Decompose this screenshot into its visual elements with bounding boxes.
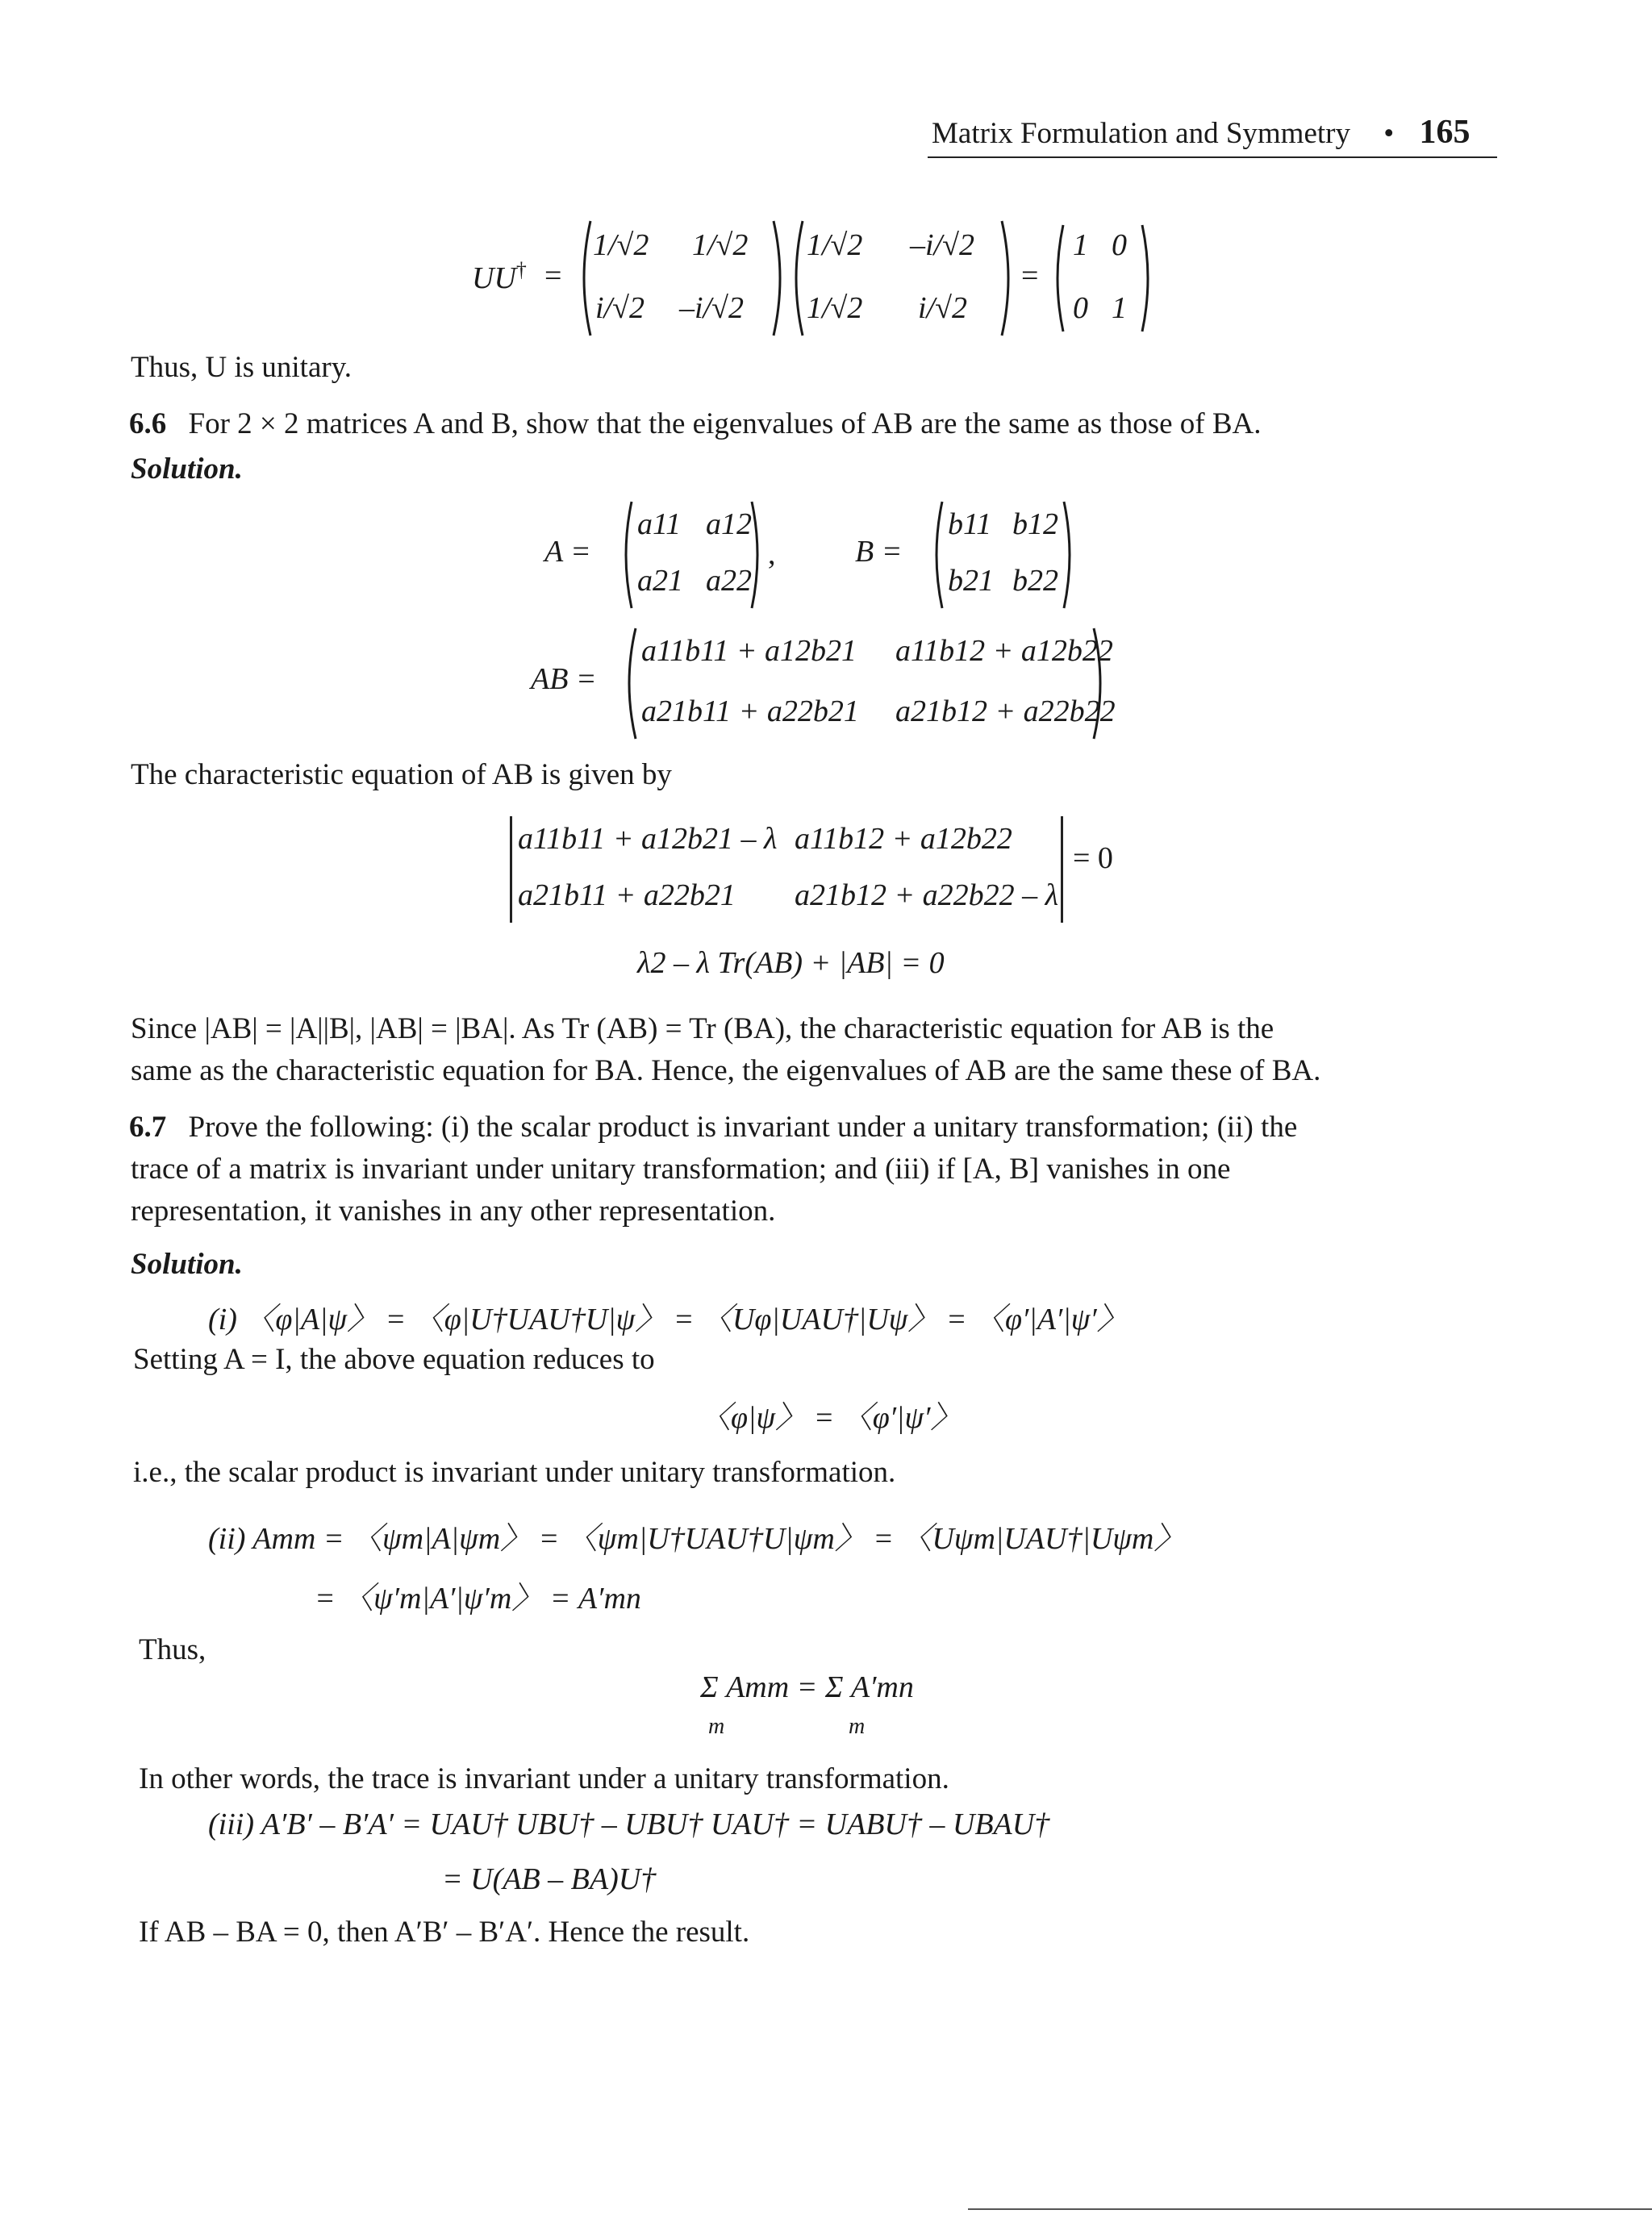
characteristic-intro: The characteristic equation of AB is given by [131, 758, 672, 791]
characteristic-polynomial: λ2 – λ Tr(AB) + |AB| = 0 [637, 946, 945, 980]
matrix-cell: a21 [637, 564, 683, 598]
matrix-cell: a11b11 + a12b21 [641, 634, 857, 668]
right-paren [1139, 222, 1157, 335]
part-iii-equation-1: (iii) A′B′ – B′A′ = UAU† UBU† – UBU† UAU† = UABU† – UBAU† [208, 1807, 1050, 1841]
left-paren [574, 218, 594, 339]
problem-6-7-statement [129, 1107, 1297, 1149]
matrix-cell: b12 [1012, 507, 1058, 541]
header-rule [928, 156, 1497, 158]
matrix-cell: –i/√2 [679, 291, 744, 325]
matrix-cell: a21b12 + a22b22 – λ [795, 878, 1059, 912]
setting-line: Setting A = I, the above equation reduces to [133, 1343, 655, 1376]
ie-line: i.e., the scalar product is invariant under unitary transformation. [133, 1456, 896, 1489]
sum-index-right: m [849, 1714, 866, 1739]
matrix-cell: a11 [637, 507, 682, 541]
matrix-cell: a22 [706, 564, 752, 598]
matrix-cell: 1/√2 [807, 291, 863, 325]
matrix-cell: 1/√2 [593, 228, 649, 262]
scalar-equation: 〈φ|ψ〉 = 〈φ′|ψ′〉 [700, 1401, 962, 1435]
right-paren [749, 498, 766, 611]
matrix-cell: b22 [1012, 564, 1058, 598]
problem-text: Prove the following: (i) the scalar product is invariant under a unitary transformation; (ii) the [188, 1111, 1298, 1144]
trace-line: In other words, the trace is invariant under a unitary transformation. [139, 1762, 949, 1795]
equals-sign: = [544, 259, 562, 293]
matrix-cell: 0 [1073, 291, 1088, 325]
left-paren [1049, 222, 1066, 335]
problem-number: 6.6 [129, 407, 167, 440]
header-bullet: • [1383, 117, 1395, 150]
sum-equation: Σ Amm = Σ A′mn [700, 1670, 914, 1704]
matrix-cell: 1 [1112, 291, 1127, 325]
conclusion-line-2: same as the characteristic equation for BA. Hence, the eigenvalues of AB are the same these of BA. [131, 1054, 1321, 1087]
thus-unitary: Thus, U is unitary. [131, 351, 353, 384]
matrix-cell: 1 [1073, 228, 1088, 262]
conclusion-line-1: Since |AB| = |A||B|, |AB| = |BA|. As Tr (AB) = Tr (BA), the characteristic equation for AB is the [131, 1012, 1274, 1045]
matrix-cell: 1/√2 [807, 228, 863, 262]
matrix-cell: a21b11 + a22b21 [641, 694, 859, 728]
thus-label: Thus, [139, 1633, 206, 1666]
matrix-cell: a11b12 + a12b22 [895, 634, 1113, 668]
matrix-cell: i/√2 [918, 291, 967, 325]
right-paren [1091, 625, 1110, 742]
matrix-cell: a12 [706, 507, 752, 541]
matrix-cell: a21b12 + a22b22 [895, 694, 1116, 728]
part-i-equation: (i) 〈φ|A|ψ〉 = 〈φ|U†UAU†U|ψ〉 = 〈Uφ|UAU†|Uψ〉 = 〈φ′|A′|ψ′〉 [208, 1303, 1128, 1336]
uu-dagger-lhs: UU† [472, 258, 527, 295]
matrix-cell: a11b11 + a12b21 – λ [518, 822, 778, 856]
problem-6-6-statement [129, 403, 1262, 445]
part-iii-equation-2: = U(AB – BA)U† [442, 1862, 657, 1896]
part-ii-equation-1: (ii) Amm = 〈ψm|A|ψm〉 = 〈ψm|U†UAU†U|ψm〉 = 〈Uψm|UAU†|Uψm〉 [208, 1522, 1185, 1556]
sum-index-left: m [708, 1714, 725, 1739]
matrix-cell: 1/√2 [692, 228, 749, 262]
part-ii-equation-2: = 〈ψ′m|A′|ψ′m〉 = A′mn [315, 1582, 641, 1616]
matrix-cell: 0 [1112, 228, 1127, 262]
matrix-ab-label: AB = [531, 662, 597, 696]
right-paren [999, 218, 1018, 339]
scan-edge-line [968, 2208, 1652, 2210]
matrix-cell: a21b11 + a22b21 [518, 878, 736, 912]
left-paren [786, 218, 806, 339]
left-paren [617, 498, 635, 611]
equals-sign: = [1021, 259, 1039, 293]
solution-label: Solution. [131, 1248, 243, 1281]
right-paren [1061, 498, 1078, 611]
matrix-cell: b21 [948, 564, 994, 598]
final-line: If AB – BA = 0, then A′B′ – B′A′. Hence the result. [139, 1916, 750, 1949]
problem-text: For 2 × 2 matrices A and B, show that the eigenvalues of AB are the same as those of BA. [188, 407, 1262, 440]
matrix-b-label: B = [855, 535, 903, 569]
left-paren [620, 625, 639, 742]
running-header [932, 113, 1470, 152]
comma: , [768, 537, 776, 571]
det-left-bar [510, 816, 512, 923]
problem-text-line-2: trace of a matrix is invariant under unitary transformation; and (iii) if [A, B] vanishes in one [131, 1153, 1231, 1186]
matrix-cell: –i/√2 [910, 228, 974, 262]
det-equals-zero: = 0 [1073, 841, 1113, 875]
matrix-cell: i/√2 [595, 291, 645, 325]
left-paren [928, 498, 945, 611]
matrix-a-label: A = [544, 535, 591, 569]
running-title: Matrix Formulation and Symmetry [932, 117, 1350, 150]
matrix-cell: a11b12 + a12b22 [795, 822, 1012, 856]
page-number: 165 [1419, 114, 1471, 151]
solution-label: Solution. [131, 452, 243, 486]
matrix-cell: b11 [948, 507, 992, 541]
det-right-bar [1061, 816, 1063, 923]
problem-number: 6.7 [129, 1111, 167, 1144]
problem-text-line-3: representation, it vanishes in any other representation. [131, 1195, 776, 1228]
